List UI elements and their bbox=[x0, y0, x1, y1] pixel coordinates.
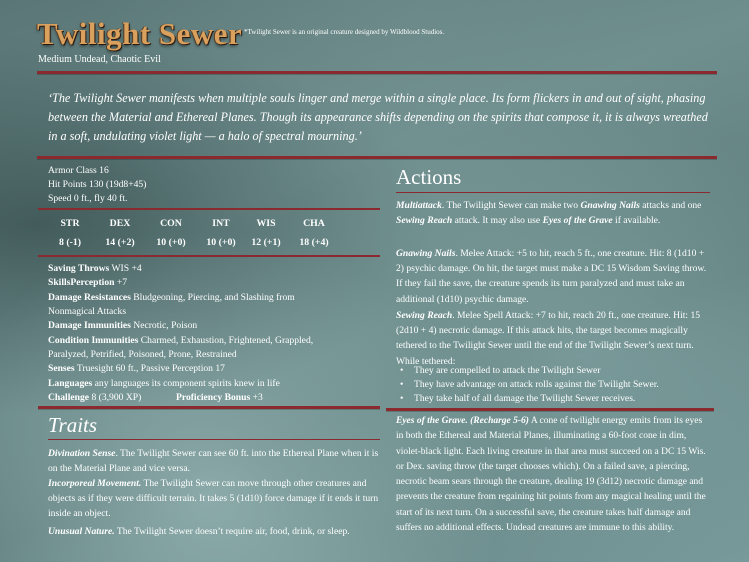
ability-score-wis: 12 (+1) bbox=[251, 237, 281, 248]
hit-points: Hit Points 130 (19d8+45) bbox=[48, 179, 147, 190]
list-item: • They are compelled to attack the Twilight Sewer bbox=[398, 364, 710, 378]
condition-immunities: Condition Immunities Charmed, Exhaustion, Frightened, Grappled, bbox=[48, 335, 314, 346]
list-item: • They have advantage on attack rolls against the Twilight Sewer. bbox=[398, 378, 710, 392]
actions-heading: Actions bbox=[396, 165, 462, 189]
ability-score-cha: 18 (+4) bbox=[299, 237, 329, 248]
creature-title: Twilight Sewer bbox=[37, 16, 243, 51]
damage-resistances-cont: Nonmagical Attacks bbox=[48, 306, 127, 317]
condition-immunities-cont: Paralyzed, Petrified, Poisoned, Prone, Restrained bbox=[48, 349, 237, 360]
ability-name-con: CON bbox=[160, 218, 182, 229]
creature-subtitle: Medium Undead, Chaotic Evil bbox=[38, 54, 161, 65]
ability-name-str: STR bbox=[60, 218, 80, 229]
languages: Languages any languages its component spirits knew in life bbox=[48, 378, 280, 389]
basics-divider bbox=[38, 208, 380, 210]
ability-score-int: 10 (+0) bbox=[206, 237, 236, 248]
header-divider bbox=[37, 71, 717, 74]
intro-quote: ‘The Twilight Sewer manifests when multiple souls linger and merge within a single place. Its form flickers in and out of sight, phasing between the Material and Ethereal Planes. Though its appearance shifts depending on the spirits that compose it, it is always wreathed in a soft, undulating violet light — a halo of spectral mourning.’ bbox=[48, 91, 708, 143]
speed: Speed 0 ft., fly 40 ft. bbox=[48, 193, 128, 204]
actions-divider bbox=[396, 192, 710, 193]
action-eyes-of-the-grave: Eyes of the Grave. (Recharge 5-6) A cone of twilight energy emits from its eyes in both the Ethereal and Material Planes, illuminating a 60-foot cone in dim, violet-black light. Each living creature in that area must succeed on a DC 15 Wis. or Dex. saving throw (the target chooses which). On a failed save, a piercing, necrotic beam sears through the creature, dealing 19 (3d12) necrotic damage and prevents the creature from regaining hit points from any magical healing until the start of its next turn. On a successful save, the creature takes half damage and suffers no additional effects. Undead creatures are immune to this ability. bbox=[396, 416, 706, 534]
action-sewing-reach: Sewing Reach. Melee Spell Attack: +7 to hit, reach 20 ft., one creature. Hit: 15 (2d10 + 4) necrotic damage. If this attack hits, the target becomes magically tethered to the Twilight Sewer until the end of the Twilight Sewer’s next turn. While tethered: bbox=[396, 310, 701, 367]
traits-heading: Traits bbox=[48, 413, 98, 437]
abilities-divider bbox=[38, 255, 380, 257]
ability-name-dex: DEX bbox=[109, 218, 131, 229]
ability-score-dex: 14 (+2) bbox=[105, 237, 135, 248]
properties-divider bbox=[38, 406, 380, 409]
title-footnote: *Twilight Sewer is an original creature designed by Wildblood Studios. bbox=[244, 28, 445, 36]
armor-class: Armor Class 16 bbox=[48, 165, 109, 176]
actions-mid-divider bbox=[386, 408, 714, 411]
trait-divination-sense: Divination Sense. The Twilight Sewer can see 60 ft. into the Ethereal Plane when it is on the Material Plane and vice versa. bbox=[48, 448, 379, 475]
tether-effects-list bbox=[398, 364, 710, 407]
ability-score-str: 8 (-1) bbox=[58, 237, 82, 248]
traits-divider bbox=[48, 439, 380, 440]
list-item: • They take half of all damage the Twilight Sewer receives. bbox=[398, 392, 710, 406]
challenge: Challenge 8 (3,900 XP) bbox=[48, 392, 142, 403]
trait-incorporeal-movement: Incorporeal Movement. The Twilight Sewer can move through other creatures and objects as if they were difficult terrain. It takes 5 (1d10) force damage if it ends it turn inside an object. bbox=[48, 478, 379, 520]
ability-name-int: INT bbox=[212, 218, 230, 229]
trait-unusual-nature: Unusual Nature. The Twilight Sewer doesn’t require air, food, drink, or sleep. bbox=[48, 526, 350, 537]
ability-name-wis: WIS bbox=[256, 218, 276, 229]
ability-name-cha: CHA bbox=[303, 218, 325, 229]
intro-divider bbox=[37, 156, 717, 159]
action-multiattack: Multiattack. The Twilight Sewer can make two Gnawing Nails attacks and one Sewing Reach attack. It may also use Eyes of the Grave if available. bbox=[396, 200, 702, 227]
damage-immunities: Damage Immunities Necrotic, Poison bbox=[48, 320, 198, 331]
skills: SkillsPerception +7 bbox=[48, 277, 128, 288]
damage-resistances: Damage Resistances Bludgeoning, Piercing, and Slashing from bbox=[48, 292, 295, 303]
senses: Senses Truesight 60 ft., Passive Perception 17 bbox=[48, 363, 225, 374]
action-gnawing-nails: Gnawing Nails. Melee Attack: +5 to hit, reach 5 ft., one creature. Hit: 8 (1d10 + 2) psychic damage. On hit, the target must make a DC 15 Wisdom Saving throw. If they fail the save, the creature spends its turn paralyzed and must take an additional (1d10) psychic damage. bbox=[396, 248, 707, 305]
ability-score-con: 10 (+0) bbox=[156, 237, 186, 248]
saving-throws: Saving Throws WIS +4 bbox=[48, 263, 142, 274]
proficiency-bonus: Proficiency Bonus +3 bbox=[176, 392, 263, 403]
